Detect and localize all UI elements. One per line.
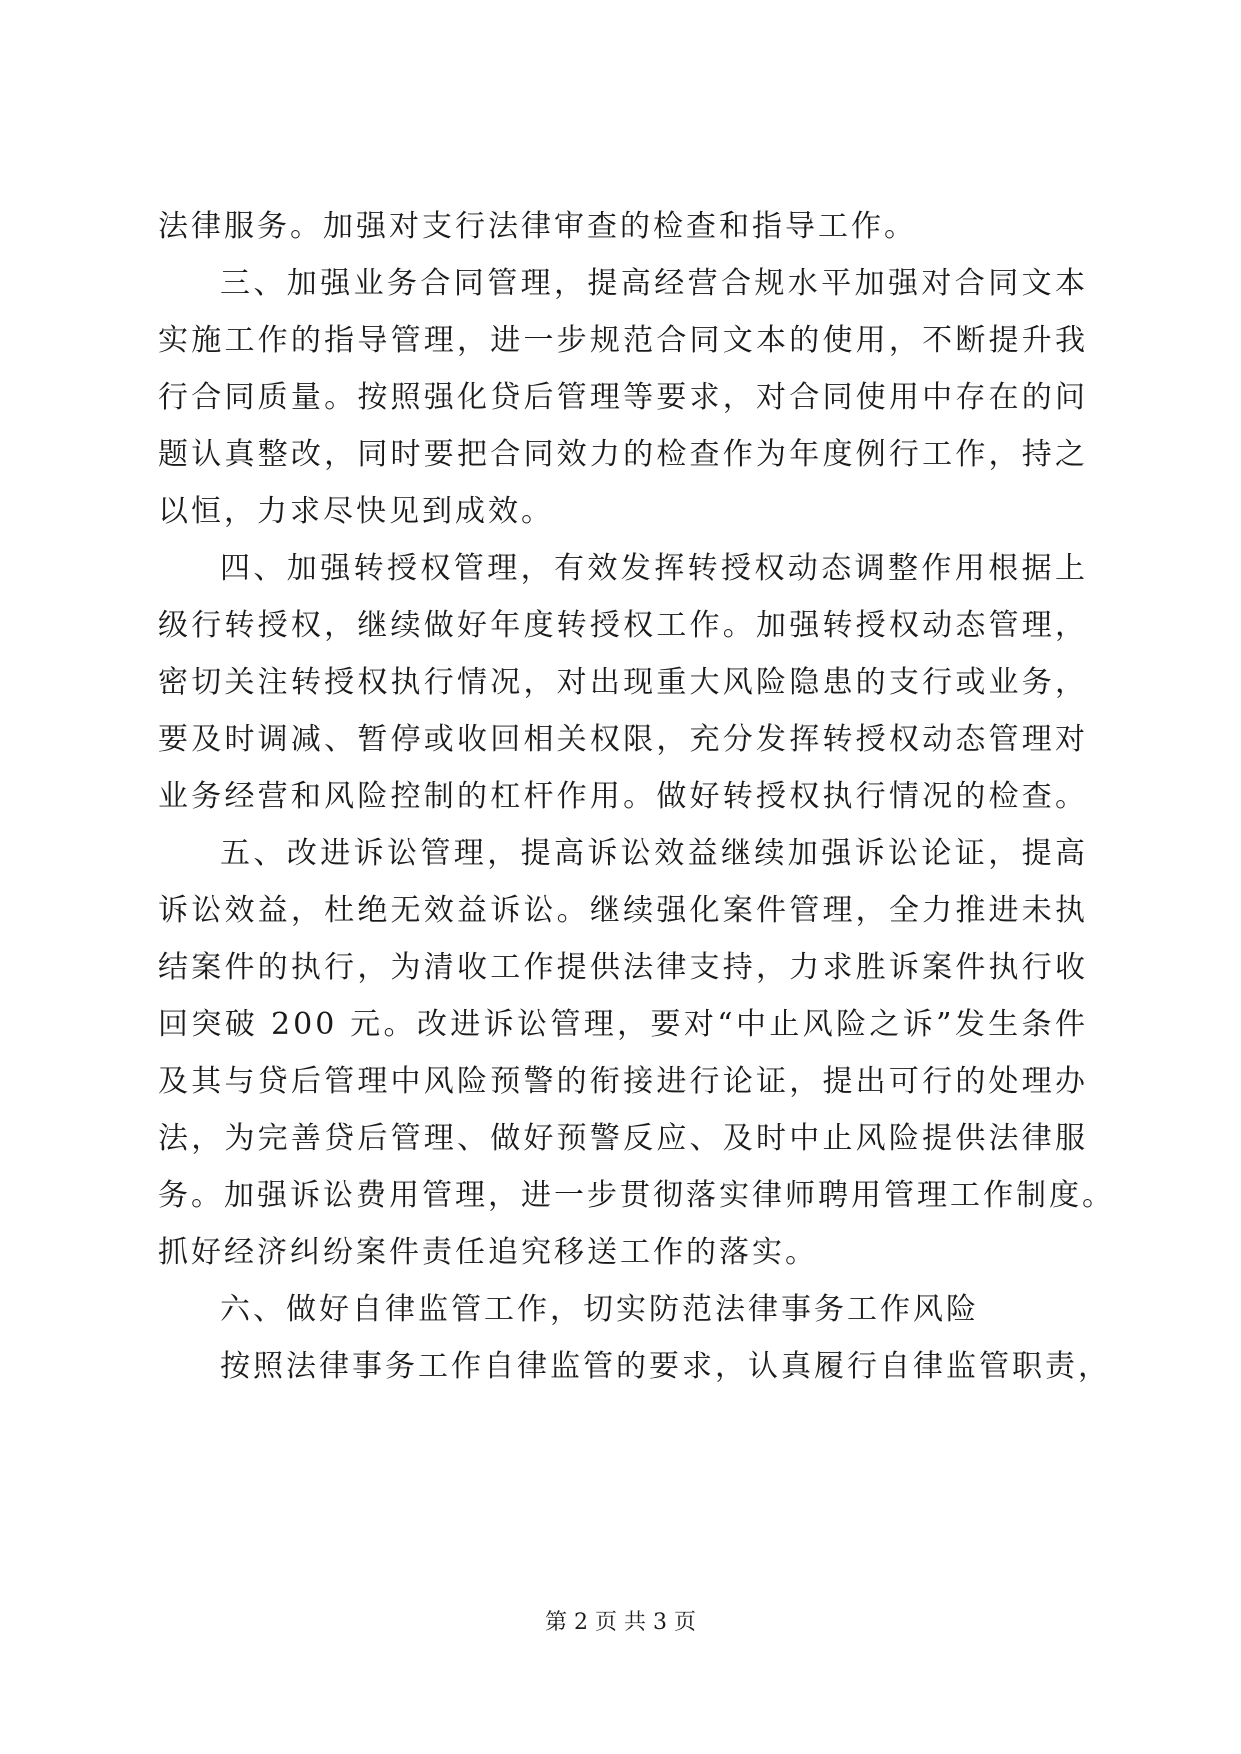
text-line: 法律服务。加强对支行法律审查的检查和指导工作。 <box>158 209 917 244</box>
text-line: 结案件的执行，为清收工作提供法律支持，力求胜诉案件执行收 <box>158 950 1088 985</box>
text-line: 按照法律事务工作自律监管的要求，认真履行自律监管职责， <box>220 1349 1111 1384</box>
text-line: 密切关注转授权执行情况，对出现重大风险隐患的支行或业务， <box>158 665 1088 700</box>
text-line: 抓好经济纠纷案件责任追究移送工作的落实。 <box>158 1235 818 1270</box>
text-line: 以恒，力求尽快见到成效。 <box>158 494 554 529</box>
text-line: 四、加强转授权管理，有效发挥转授权动态调整作用根据上 <box>220 551 1088 586</box>
text-line: 级行转授权，继续做好年度转授权工作。加强转授权动态管理， <box>158 608 1088 643</box>
text-line: 三、加强业务合同管理，提高经营合规水平加强对合同文本 <box>220 266 1088 301</box>
text-line: 回突破 200 元。改进诉讼管理，要对“中止风险之诉”发生条件 <box>158 1007 1088 1042</box>
page-number-footer: 第 2 页 共 3 页 <box>545 1610 696 1635</box>
text-line: 务。加强诉讼费用管理，进一步贯彻落实律师聘用管理工作制度。 <box>158 1178 1115 1213</box>
text-line: 六、做好自律监管工作，切实防范法律事务工作风险 <box>220 1292 979 1327</box>
text-line: 要及时调减、暂停或收回相关权限，充分发挥转授权动态管理对 <box>158 722 1088 757</box>
text-line: 业务经营和风险控制的杠杆作用。做好转授权执行情况的检查。 <box>158 779 1088 814</box>
text-line: 诉讼效益，杜绝无效益诉讼。继续强化案件管理，全力推进未执 <box>158 893 1088 928</box>
text-line: 题认真整改，同时要把合同效力的检查作为年度例行工作，持之 <box>158 437 1088 472</box>
text-line: 实施工作的指导管理，进一步规范合同文本的使用，不断提升我 <box>158 323 1088 358</box>
document-body <box>158 198 1115 1395</box>
text-line: 及其与贷后管理中风险预警的衔接进行论证，提出可行的处理办 <box>158 1064 1088 1099</box>
text-line: 行合同质量。按照强化贷后管理等要求，对合同使用中存在的问 <box>158 380 1088 415</box>
text-line: 法，为完善贷后管理、做好预警反应、及时中止风险提供法律服 <box>158 1121 1088 1156</box>
text-line: 五、改进诉讼管理，提高诉讼效益继续加强诉讼论证，提高 <box>220 836 1088 871</box>
